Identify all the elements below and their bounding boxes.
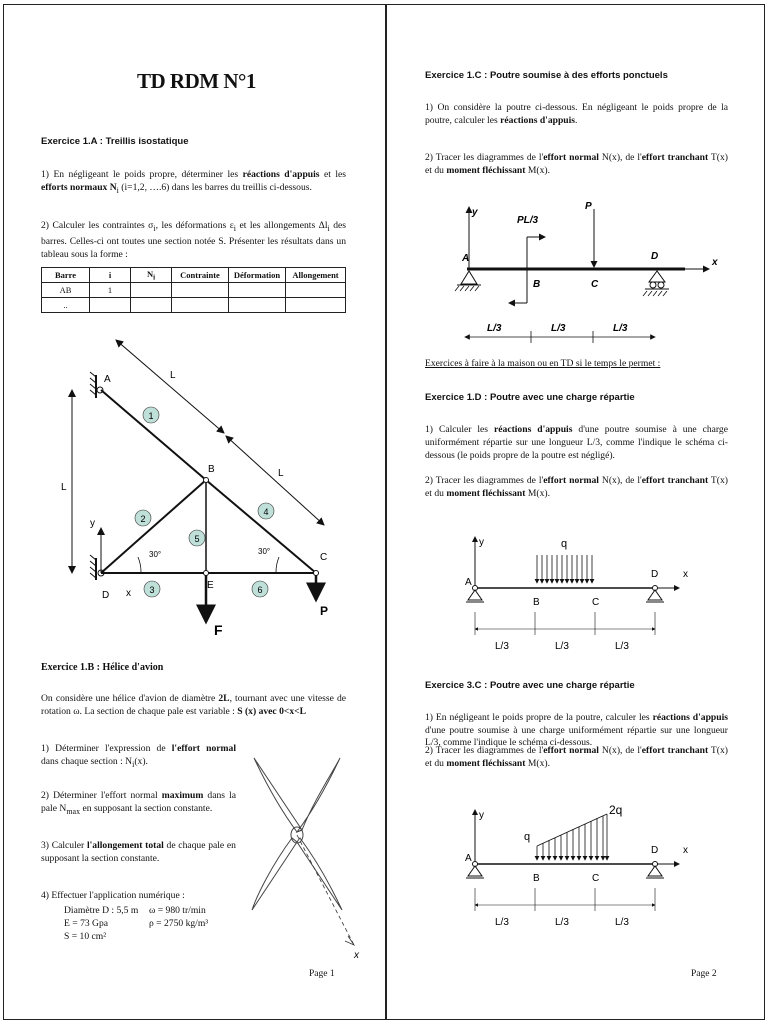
col-contrainte: Contrainte: [172, 268, 229, 283]
bar-label-6: [252, 581, 268, 597]
distributed-load: [537, 555, 592, 583]
table-cell: [286, 283, 346, 298]
node-c: [314, 571, 319, 576]
ex1c-q1: 1) On considère la poutre ci-dessous. En négligeant le poids propre de la poutre, calculer les réactions d'appuis.: [425, 102, 728, 126]
point-b: B: [533, 597, 540, 608]
support-a: [90, 372, 103, 398]
span-2: L/3: [555, 641, 569, 652]
load-2q-label: 2q: [609, 803, 623, 817]
ex3c-q2: 2) Tracer les diagrammes de l'effort normal N(x), de l'effort tranchant T(x) et du moment fléchissant M(x).: [425, 745, 728, 769]
couple-label: PL/3: [517, 215, 539, 226]
table-cell: [131, 283, 172, 298]
node-e: [204, 571, 209, 576]
support-d: [90, 555, 104, 580]
load-q-label: q: [524, 831, 531, 843]
svg-text:4: 4: [263, 507, 269, 517]
col-allongement: Allongement: [286, 268, 346, 283]
bar-label-3: [144, 581, 160, 597]
ex1a-q1: 1) En négligeant le poids propre, déterminer les réactions d'appuis et les efforts normaux $N_i$ (i=1,2, ….6) dans les barres du treillis ci-dessous.: [41, 169, 346, 195]
blade: [297, 758, 340, 832]
beam-3c-diagram: [457, 798, 707, 938]
span-3: L/3: [615, 917, 629, 928]
bar-label-5: [189, 530, 205, 546]
node-label-c: C: [320, 552, 328, 563]
table-cell: [90, 298, 131, 313]
point-d: D: [651, 251, 659, 262]
span-1: L/3: [495, 641, 509, 652]
span-2: L/3: [555, 917, 569, 928]
page-number-2: Page 2: [691, 969, 717, 979]
point-c: C: [591, 279, 599, 290]
page-2: [386, 4, 765, 1020]
ex1b-q4: 4) Effectuer l'application numérique :: [41, 890, 185, 901]
col-deformation: Déformation: [229, 268, 286, 283]
ex1b-heading: Exercice 1.B : Hélice d'avion: [41, 662, 164, 673]
ex1c-q2: 2) Tracer les diagrammes de l'effort normal N(x), de l'effort tranchant T(x) et du moment fléchissant M(x).: [425, 152, 728, 176]
support-d: [648, 590, 662, 600]
bar-label-4: [258, 503, 274, 519]
node-b: [204, 478, 209, 483]
trapezoidal-load: [537, 814, 607, 860]
ex1b-q1: 1) Déterminer l'expression de l'effort normal dans chaque section : $N_i(x)$.: [41, 743, 236, 769]
dim-l-vertical: L: [61, 482, 67, 493]
point-b: B: [533, 279, 541, 290]
ex1d-q2: 2) Tracer les diagrammes de l'effort normal N(x), de l'effort tranchant T(x) et du moment fléchissant M(x).: [425, 475, 728, 499]
support-a: [468, 866, 482, 876]
ex1c-heading: Exercice 1.C : Poutre soumise à des efforts ponctuels: [425, 70, 668, 81]
axis-x-label: x: [683, 569, 688, 580]
table-row: [42, 283, 346, 298]
angle-d: 30°: [149, 550, 162, 559]
ex1d-q1: 1) Calculer les réactions d'appuis d'une poutre soumise à une charge uniformément répartie sur une longueur L/3, comme l'indique le schéma ci-dessous (le poids propre de la poutre est négligé).: [425, 424, 728, 461]
propeller-axis-label: x: [354, 950, 359, 960]
table-cell: [229, 298, 286, 313]
bar-2: [101, 480, 206, 573]
beam-1c-diagram: [447, 195, 747, 350]
home-note: Exercices à faire à la maison ou en TD si le temps le permet :: [425, 358, 661, 369]
table-cell: [286, 298, 346, 313]
page-title: TD RDM N°1: [137, 69, 256, 93]
ex1b-q2: 2) Déterminer l'effort normal maximum dans la pale $N_{max}$ en supposant la section constante.: [41, 790, 236, 816]
ex3c-q1: 1) En négligeant le poids propre de la poutre, calculer les réactions d'appuis d'une poutre soumise à une charge uniformément répartie sur une longueur L/3, comme l'indique le schéma ci-dessous.: [425, 712, 729, 748]
span-1: L/3: [487, 323, 502, 334]
blade: [254, 758, 302, 832]
axis-y-label: y: [90, 518, 95, 529]
svg-text:6: 6: [257, 585, 263, 595]
col-ni: $N_i$: [131, 268, 172, 283]
point-b: B: [533, 873, 540, 884]
support-a: [461, 271, 477, 284]
table-cell: ..: [42, 298, 90, 313]
support-d: [648, 866, 662, 876]
point-a: A: [465, 577, 472, 588]
axis-x-label: x: [683, 845, 688, 856]
svg-text:5: 5: [194, 534, 200, 544]
table-cell: [131, 298, 172, 313]
point-a: A: [465, 853, 472, 864]
propeller-diagram: [242, 750, 367, 960]
page-1: [3, 4, 386, 1020]
ex1b-q3: 3) Calculer l'allongement total de chaque pale en supposant la section constante.: [41, 840, 236, 864]
span-3: L/3: [613, 323, 628, 334]
point-a: A: [462, 253, 470, 264]
node-label-b: B: [208, 464, 215, 475]
span-1: L/3: [495, 917, 509, 928]
force-f-label: F: [214, 622, 223, 638]
axis-x-dashed: [297, 835, 354, 945]
page-number-1: Page 1: [309, 969, 335, 979]
support-d: [649, 271, 665, 282]
load-q-label: q: [561, 538, 568, 550]
col-barre: Barre: [42, 268, 90, 283]
numeric-values: Diamètre D : 5,5 m ω = 980 tr/min E = 73 Gpa ρ = 2750 kg/m³ S = 10 cm²: [64, 905, 209, 942]
bar-4: [206, 480, 316, 573]
table-cell: AB: [42, 283, 90, 298]
table-row: [42, 298, 346, 313]
ex1a-heading: Exercice 1.A : Treillis isostatique: [41, 136, 189, 147]
ex1b-intro: On considère une hélice d'avion de diamètre 2L, tournant avec une vitesse de rotation ω. La section de chaque pale est variable : S (x) avec 0<x<L: [41, 693, 346, 717]
bar-label-2: [135, 510, 151, 526]
force-p-label: P: [320, 604, 329, 618]
support-a: [468, 590, 482, 600]
truss-diagram: [54, 330, 354, 655]
axis-y-label: y: [472, 207, 478, 218]
axis-y-label: y: [479, 537, 484, 548]
node-label-d: D: [102, 590, 110, 601]
axis-x-label: x: [712, 257, 718, 268]
ex1d-heading: Exercice 1.D : Poutre avec une charge répartie: [425, 392, 635, 403]
point-c: C: [592, 597, 600, 608]
table-cell: 1: [90, 283, 131, 298]
table-cell: [172, 298, 229, 313]
table-cell: [172, 283, 229, 298]
svg-text:2: 2: [140, 514, 146, 524]
span-2: L/3: [551, 323, 566, 334]
ex3c-heading: Exercice 3.C : Poutre avec une charge répartie: [425, 680, 635, 691]
blade: [252, 838, 297, 910]
dim-l-diagonal-2: L: [278, 468, 284, 479]
axis-y-label: y: [479, 810, 484, 821]
point-d: D: [651, 845, 659, 856]
force-p-label: P: [585, 201, 592, 212]
beam-1d-diagram: [457, 525, 707, 660]
table-cell: [229, 283, 286, 298]
point-c: C: [592, 873, 600, 884]
axis-x-label: x: [126, 588, 131, 599]
point-d: D: [651, 569, 659, 580]
span-3: L/3: [615, 641, 629, 652]
results-table: [41, 267, 346, 313]
node-label-a: A: [104, 374, 111, 385]
col-i: i: [90, 268, 131, 283]
node-label-e: E: [207, 580, 214, 591]
bar-label-1: [143, 407, 159, 423]
dim-l-diagonal: L: [170, 370, 176, 381]
svg-text:3: 3: [149, 585, 155, 595]
angle-c: 30°: [258, 547, 271, 556]
svg-text:1: 1: [148, 411, 154, 421]
ex1a-q2: 2) Calculer les contraintes $\sigma_i$, les déformations $\varepsilon_i$ et les allongements $\Delta l_i$ des barres. Celles-ci ont toutes une section notée S. Présenter les résultats dans un tableau sous la forme :: [41, 220, 347, 260]
